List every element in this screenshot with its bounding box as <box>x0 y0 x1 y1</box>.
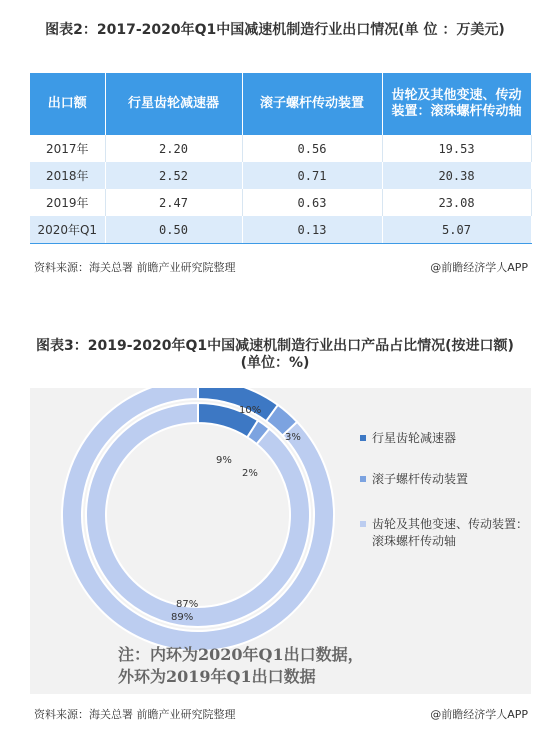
chart-note: 注：内环为2020年Q1出口数据， <box>118 645 364 664</box>
donut-slice <box>86 403 310 627</box>
table-title: 图表2：2017-2020年Q1中国减速机制造行业出口情况(单 位 ：万美元) <box>45 22 505 38</box>
slice-label: 89% <box>171 612 194 623</box>
table-cell: 2.47 <box>105 189 242 216</box>
chart-note: 外环为2019年Q1出口数据 <box>118 667 316 686</box>
table-source: 资料来源：海关总署 前瞻产业研究院整理 <box>34 261 236 274</box>
table-cell: 2019年 <box>30 189 105 216</box>
legend-item <box>360 471 532 488</box>
table-cell: 2.52 <box>105 162 242 189</box>
legend-label: 行星齿轮减速器 <box>372 431 457 445</box>
slice-label: 10% <box>239 405 262 416</box>
table-cell: 19.53 <box>382 135 531 162</box>
table-cell: 20.38 <box>382 162 531 189</box>
export-table <box>30 73 532 244</box>
table-cell: 2020年Q1 <box>30 216 105 244</box>
slice-label: 9% <box>216 455 232 466</box>
legend-label: 齿轮及其他变速、传动装置：滚珠螺杆传动轴 <box>372 517 529 548</box>
donut-title: 图表3：2019-2020年Q1中国减速机制造行业出口产品占比情况(按进口额)(单位：%) <box>36 338 514 371</box>
legend-label: 滚子螺杆传动装置 <box>372 472 469 486</box>
table-row <box>30 135 531 162</box>
column-header: 齿轮及其他变速、传动装置：滚珠螺杆传动轴 <box>382 73 531 135</box>
table-cell: 0.56 <box>242 135 382 162</box>
donut-brand: @前瞻经济学人APP <box>430 708 528 721</box>
legend-item <box>360 430 532 447</box>
table-cell: 23.08 <box>382 189 531 216</box>
table-row <box>30 162 531 189</box>
column-header: 出口额 <box>30 73 105 135</box>
table-cell: 5.07 <box>382 216 531 244</box>
table-row <box>30 216 531 244</box>
slice-label: 3% <box>285 432 301 443</box>
table-cell: 0.71 <box>242 162 382 189</box>
column-header: 行星齿轮减速器 <box>105 73 242 135</box>
table-cell: 2017年 <box>30 135 105 162</box>
donut-source: 资料来源：海关总署 前瞻产业研究院整理 <box>34 708 236 721</box>
table-cell: 2018年 <box>30 162 105 189</box>
table-brand: @前瞻经济学人APP <box>430 261 528 274</box>
legend-swatch <box>360 521 366 527</box>
legend-swatch <box>360 435 366 441</box>
table-header-row <box>30 73 531 135</box>
slice-label: 87% <box>176 599 199 610</box>
donut-chart-area <box>30 388 531 694</box>
table-cell: 0.50 <box>105 216 242 244</box>
table-cell: 0.13 <box>242 216 382 244</box>
legend-swatch <box>360 476 366 482</box>
slice-label: 2% <box>242 468 258 479</box>
table-cell: 0.63 <box>242 189 382 216</box>
table-row <box>30 189 531 216</box>
table-cell: 2.20 <box>105 135 242 162</box>
legend-item <box>360 516 532 550</box>
column-header: 滚子螺杆传动装置 <box>242 73 382 135</box>
